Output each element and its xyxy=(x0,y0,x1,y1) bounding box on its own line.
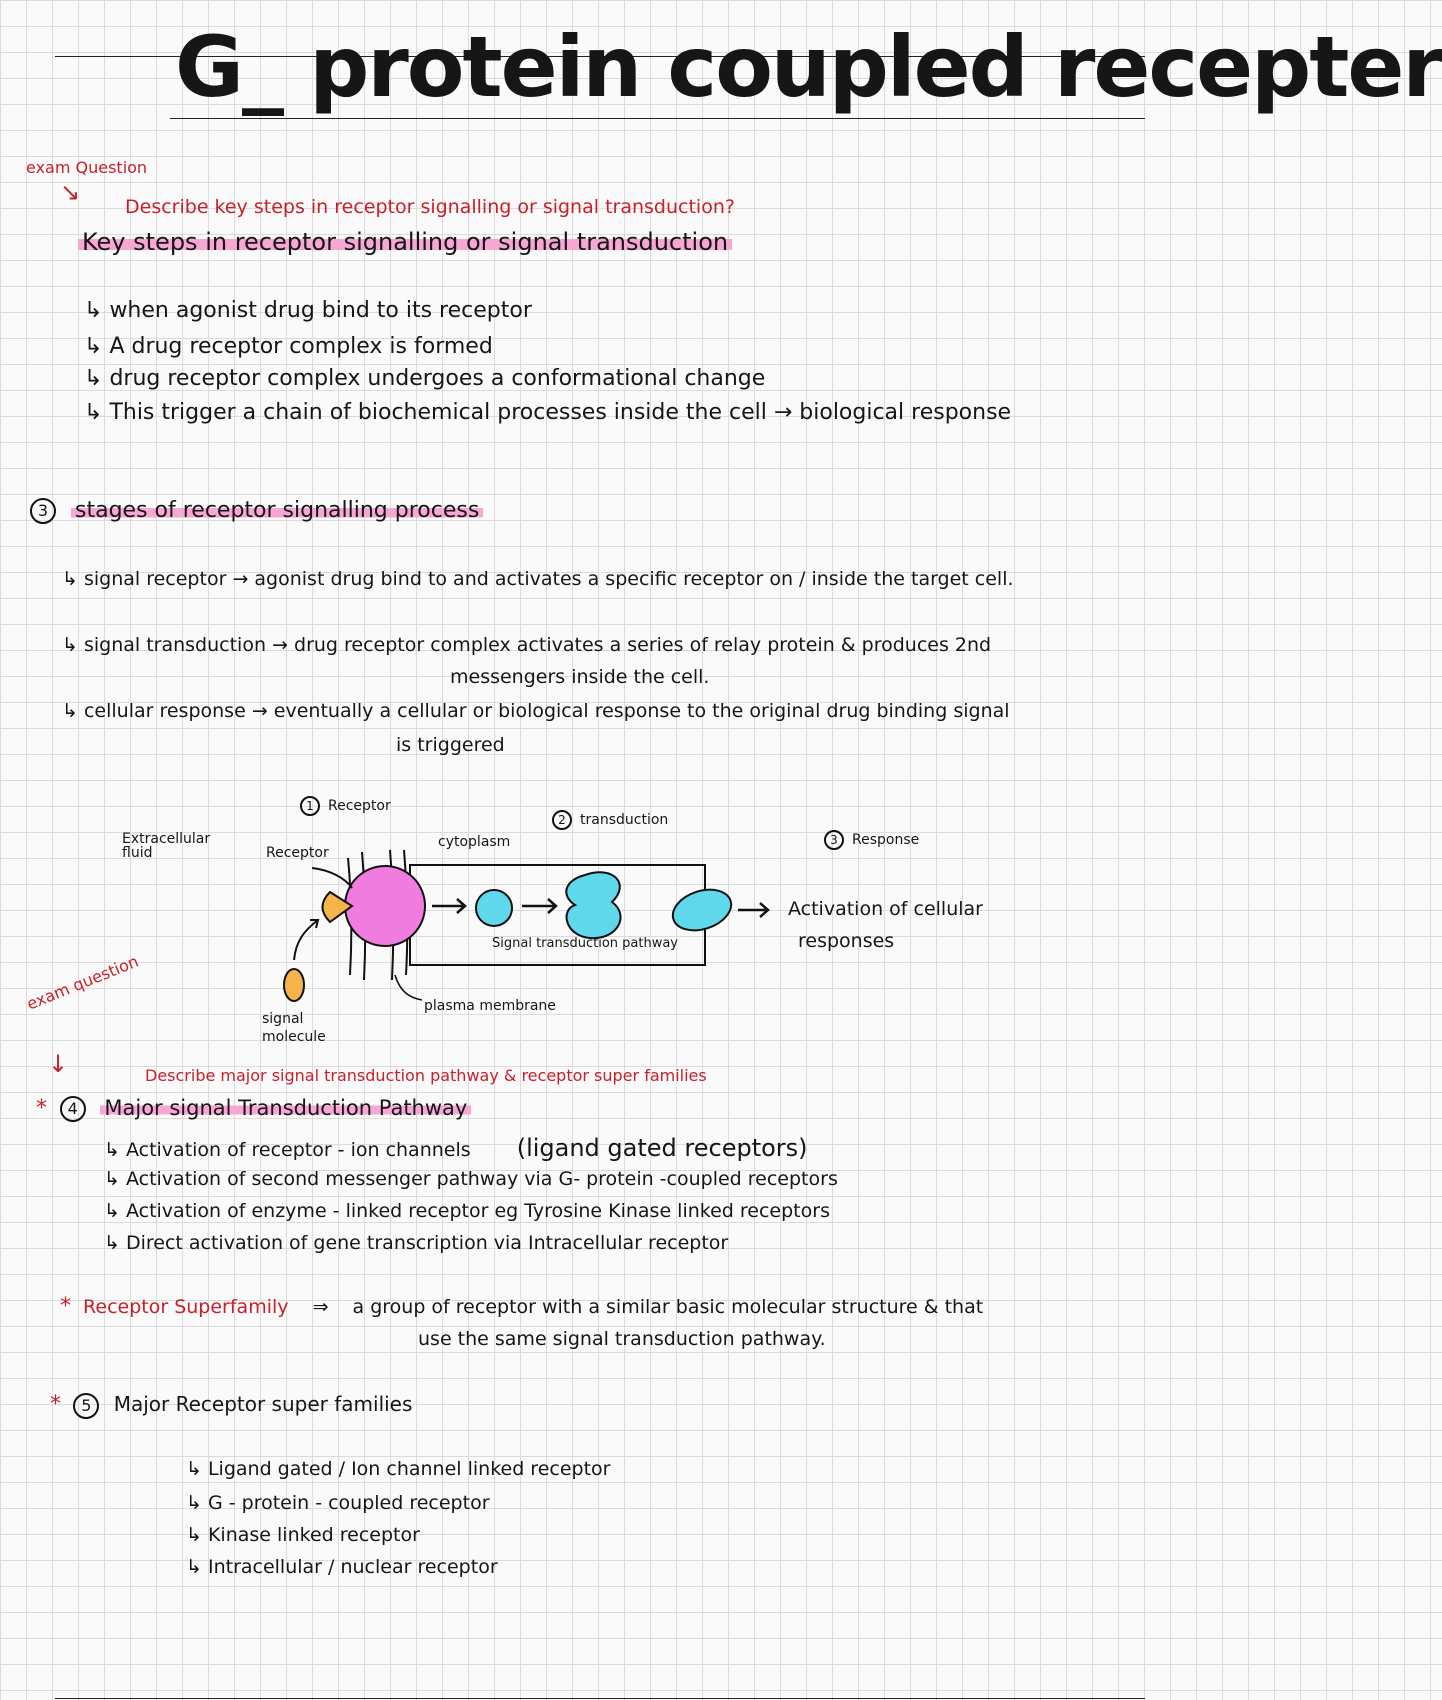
section-number: 4 xyxy=(60,1096,86,1122)
down-arrow-icon: ↘ xyxy=(60,178,81,206)
section-3-heading-text: stages of receptor signalling process xyxy=(71,498,483,523)
stage-item: ↳ signal transduction → drug receptor complex activates a series of relay protein & produces 2nd xyxy=(62,634,992,656)
down-arrow-icon: ↓ xyxy=(48,1050,69,1078)
section-3-heading xyxy=(30,498,483,524)
star-icon: * xyxy=(36,1096,47,1121)
signal-molecule-shape xyxy=(284,969,304,1001)
key-steps-heading xyxy=(78,228,732,256)
sub-arrow-icon: ↳ xyxy=(186,1556,208,1578)
sub-arrow-icon: ↳ xyxy=(186,1524,208,1546)
section-4-heading-text: Major signal Transduction Pathway xyxy=(100,1096,471,1120)
sub-arrow-icon: ↳ xyxy=(62,700,84,722)
title-rule-bottom xyxy=(170,118,1145,119)
section-number: 5 xyxy=(73,1393,99,1419)
stage-item: ↳ cellular response → eventually a cellular or biological response to the original drug binding signal xyxy=(62,700,1010,722)
sub-arrow-icon: ↳ xyxy=(104,1232,126,1254)
sub-arrow-icon: ↳ xyxy=(84,298,110,323)
exam-question: Describe key steps in receptor signalling or signal transduction? xyxy=(125,196,735,218)
sub-arrow-icon: ↳ xyxy=(104,1168,126,1190)
section-number: 3 xyxy=(30,498,56,524)
superfamily-item: ↳ G - protein - coupled receptor xyxy=(186,1492,490,1514)
sub-arrow-icon: ↳ xyxy=(84,334,110,359)
superfamily-item: ↳ Kinase linked receptor xyxy=(186,1524,420,1546)
receptor-shape xyxy=(345,866,425,946)
section-4-heading xyxy=(36,1096,471,1122)
sub-arrow-icon: ↳ xyxy=(84,400,110,425)
label-receptor: Receptor xyxy=(266,845,329,861)
section-5-heading xyxy=(50,1392,412,1419)
arrow-2 xyxy=(522,899,556,913)
sub-arrow-icon: ↳ xyxy=(84,366,110,391)
relay-protein-3 xyxy=(668,883,737,938)
exam-note: exam question xyxy=(24,951,142,1014)
superfamily-definition: * Receptor Superfamily ⇒ a group of receptor with a similar basic molecular structure & that xyxy=(60,1294,984,1319)
sub-arrow-icon: ↳ xyxy=(186,1458,208,1480)
stage-item-continued: is triggered xyxy=(396,734,505,756)
star-icon: * xyxy=(50,1392,61,1417)
label-signal-molecule: signal molecule xyxy=(262,1011,326,1045)
page-title: G_ protein coupled recepter xyxy=(175,18,1442,116)
exam-question: Describe major signal transduction pathway & receptor super families xyxy=(145,1066,707,1085)
sub-arrow-icon: ↳ xyxy=(62,568,84,590)
arrow-3 xyxy=(738,903,768,917)
label-pathway: Signal transduction pathway xyxy=(492,936,679,951)
bottom-rule xyxy=(55,1698,1145,1699)
label-cytoplasm: cytoplasm xyxy=(438,834,511,850)
arrow-to-receptor xyxy=(294,920,318,960)
star-icon: * xyxy=(60,1294,71,1319)
membrane-pointer xyxy=(395,975,422,1000)
superfamily-term: Receptor Superfamily xyxy=(83,1296,289,1318)
arrow-icon: → xyxy=(272,634,295,656)
arrow-1 xyxy=(432,899,465,913)
superfamily-definition-continued: use the same signal transduction pathway. xyxy=(418,1328,826,1350)
pathway-item: ↳ Activation of enzyme - linked receptor eg Tyrosine Kinase linked receptors xyxy=(104,1200,830,1222)
superfamily-item: ↳ Ligand gated / Ion channel linked receptor xyxy=(186,1458,611,1480)
relay-protein-2 xyxy=(566,872,620,938)
sub-arrow-icon: ↳ xyxy=(62,634,84,656)
pathway-item: ↳ Activation of second messenger pathway via G- protein -coupled receptors xyxy=(104,1168,838,1190)
section-5-heading-text: Major Receptor super families xyxy=(113,1392,413,1416)
label-membrane: plasma membrane xyxy=(424,998,556,1014)
stage-item: ↳ signal receptor → agonist drug bind to and activates a specific receptor on / inside the target cell. xyxy=(62,568,1014,590)
list-item: ↳ when agonist drug bind to its receptor xyxy=(84,298,532,323)
exam-note: exam Question xyxy=(26,158,148,177)
label-activation-2: responses xyxy=(798,930,895,952)
relay-protein-1 xyxy=(476,890,512,926)
label-activation: Activation of cellular xyxy=(788,898,983,920)
superfamily-item: ↳ Intracellular / nuclear receptor xyxy=(186,1556,498,1578)
arrow-icon: → xyxy=(232,568,255,590)
list-item: ↳ A drug receptor complex is formed xyxy=(84,334,493,359)
sub-arrow-icon: ↳ xyxy=(186,1492,208,1514)
list-item: ↳ This trigger a chain of biochemical processes inside the cell → biological response xyxy=(84,400,1012,425)
diagram-step-response: 3 Response xyxy=(824,830,919,850)
sub-arrow-icon: ↳ xyxy=(104,1139,126,1161)
diagram-step-receptor: 1 Receptor xyxy=(300,796,391,816)
double-arrow-icon: ⇒ xyxy=(312,1296,329,1318)
pathway-item: ↳ Activation of receptor - ion channels (ligand gated receptors) xyxy=(104,1134,808,1162)
key-steps-heading-text: Key steps in receptor signalling or signal transduction xyxy=(78,228,732,256)
stage-item-continued: messengers inside the cell. xyxy=(450,666,710,688)
receptor-pointer xyxy=(312,868,352,888)
label-extracellular: Extracellular fluid xyxy=(122,831,211,861)
arrow-icon: → xyxy=(251,700,274,722)
sub-arrow-icon: ↳ xyxy=(104,1200,126,1222)
pathway-item: ↳ Direct activation of gene transcription via Intracellular receptor xyxy=(104,1232,729,1254)
list-item: ↳ drug receptor complex undergoes a conformational change xyxy=(84,366,766,391)
diagram-step-transduction: 2 transduction xyxy=(552,810,668,830)
